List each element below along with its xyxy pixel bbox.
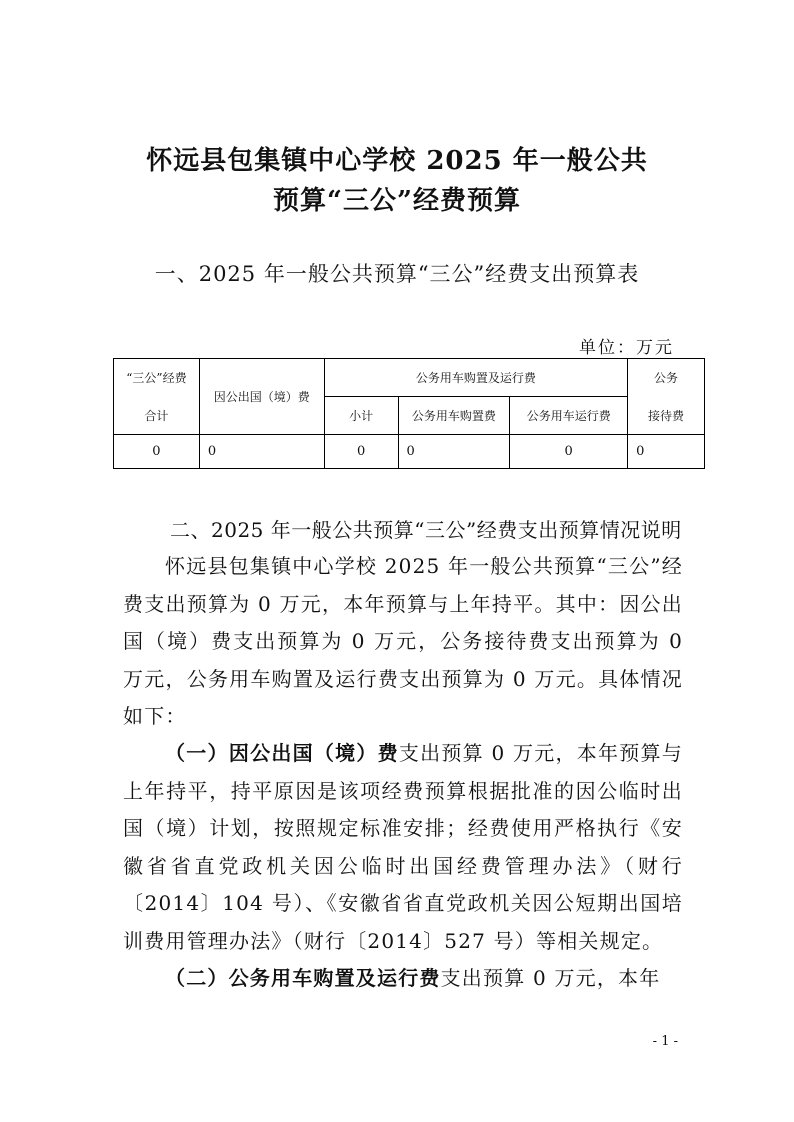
header-subtotal: 小计 [324,397,398,435]
header-abroad: 因公出国（境）费 [199,359,324,435]
paragraph-vehicle-lead: （二）公务用车购置及运行费 [165,966,441,990]
paragraph-abroad-lead: （一）因公出国（境）费 [165,741,399,765]
paragraph-vehicle-text: 支出预算 0 万元，本年 [440,966,661,990]
header-reception-bottom: 接待费 [628,397,705,435]
section1-heading: 一、2025 年一般公共预算“三公”经费支出预算表 [154,262,640,286]
paragraph-summary-text: 怀远县包集镇中心学校 2025 年一般公共预算“三公”经费支出预算为 0 万元，本年预算与上年持平。其中：因公出国（境）费支出预算为 0 万元，公务接待费支出预算为 0 万元，公务用车购置及运行费支出预算为 0 万元。具体情况如下： [123,554,683,728]
value-operation: 0 [510,435,628,469]
paragraph-vehicle [123,960,683,998]
header-purchase: 公务用车购置费 [398,397,510,435]
page-number: - 1 - [652,1034,678,1049]
paragraph-abroad [123,735,683,960]
document-title-line2: 预算“三公”经费预算 [273,186,521,216]
paragraph-summary [123,548,683,736]
document-title-line1: 怀远县包集镇中心学校 2025 年一般公共 [146,146,648,176]
header-total-bottom: 合计 [114,397,200,435]
unit-label: 单位：万元 [579,338,674,358]
value-total: 0 [114,435,200,469]
header-vehicle: 公务用车购置及运行费 [324,359,627,397]
budget-table [113,358,705,469]
header-operation: 公务用车运行费 [510,397,628,435]
value-purchase: 0 [398,435,510,469]
value-subtotal: 0 [324,435,398,469]
header-reception-top: 公务 [628,359,705,397]
header-total-top: “三公”经费 [114,359,200,397]
value-reception: 0 [628,435,705,469]
value-abroad: 0 [199,435,324,469]
section2-heading: 二、2025 年一般公共预算“三公”经费支出预算情况说明 [170,518,682,542]
paragraph-abroad-text: 支出预算 0 万元，本年预算与上年持平，持平原因是该项经费预算根据批准的因公临时出国（境）计划，按照规定标准安排；经费使用严格执行《安徽省省直党政机关因公临时出国经费管理办法》（财行〔2014〕104 号）、《安徽省省直党政机关因公短期出国培训费用管理办法》（财行〔2014〕527 号）等相关规定。 [123,741,683,953]
